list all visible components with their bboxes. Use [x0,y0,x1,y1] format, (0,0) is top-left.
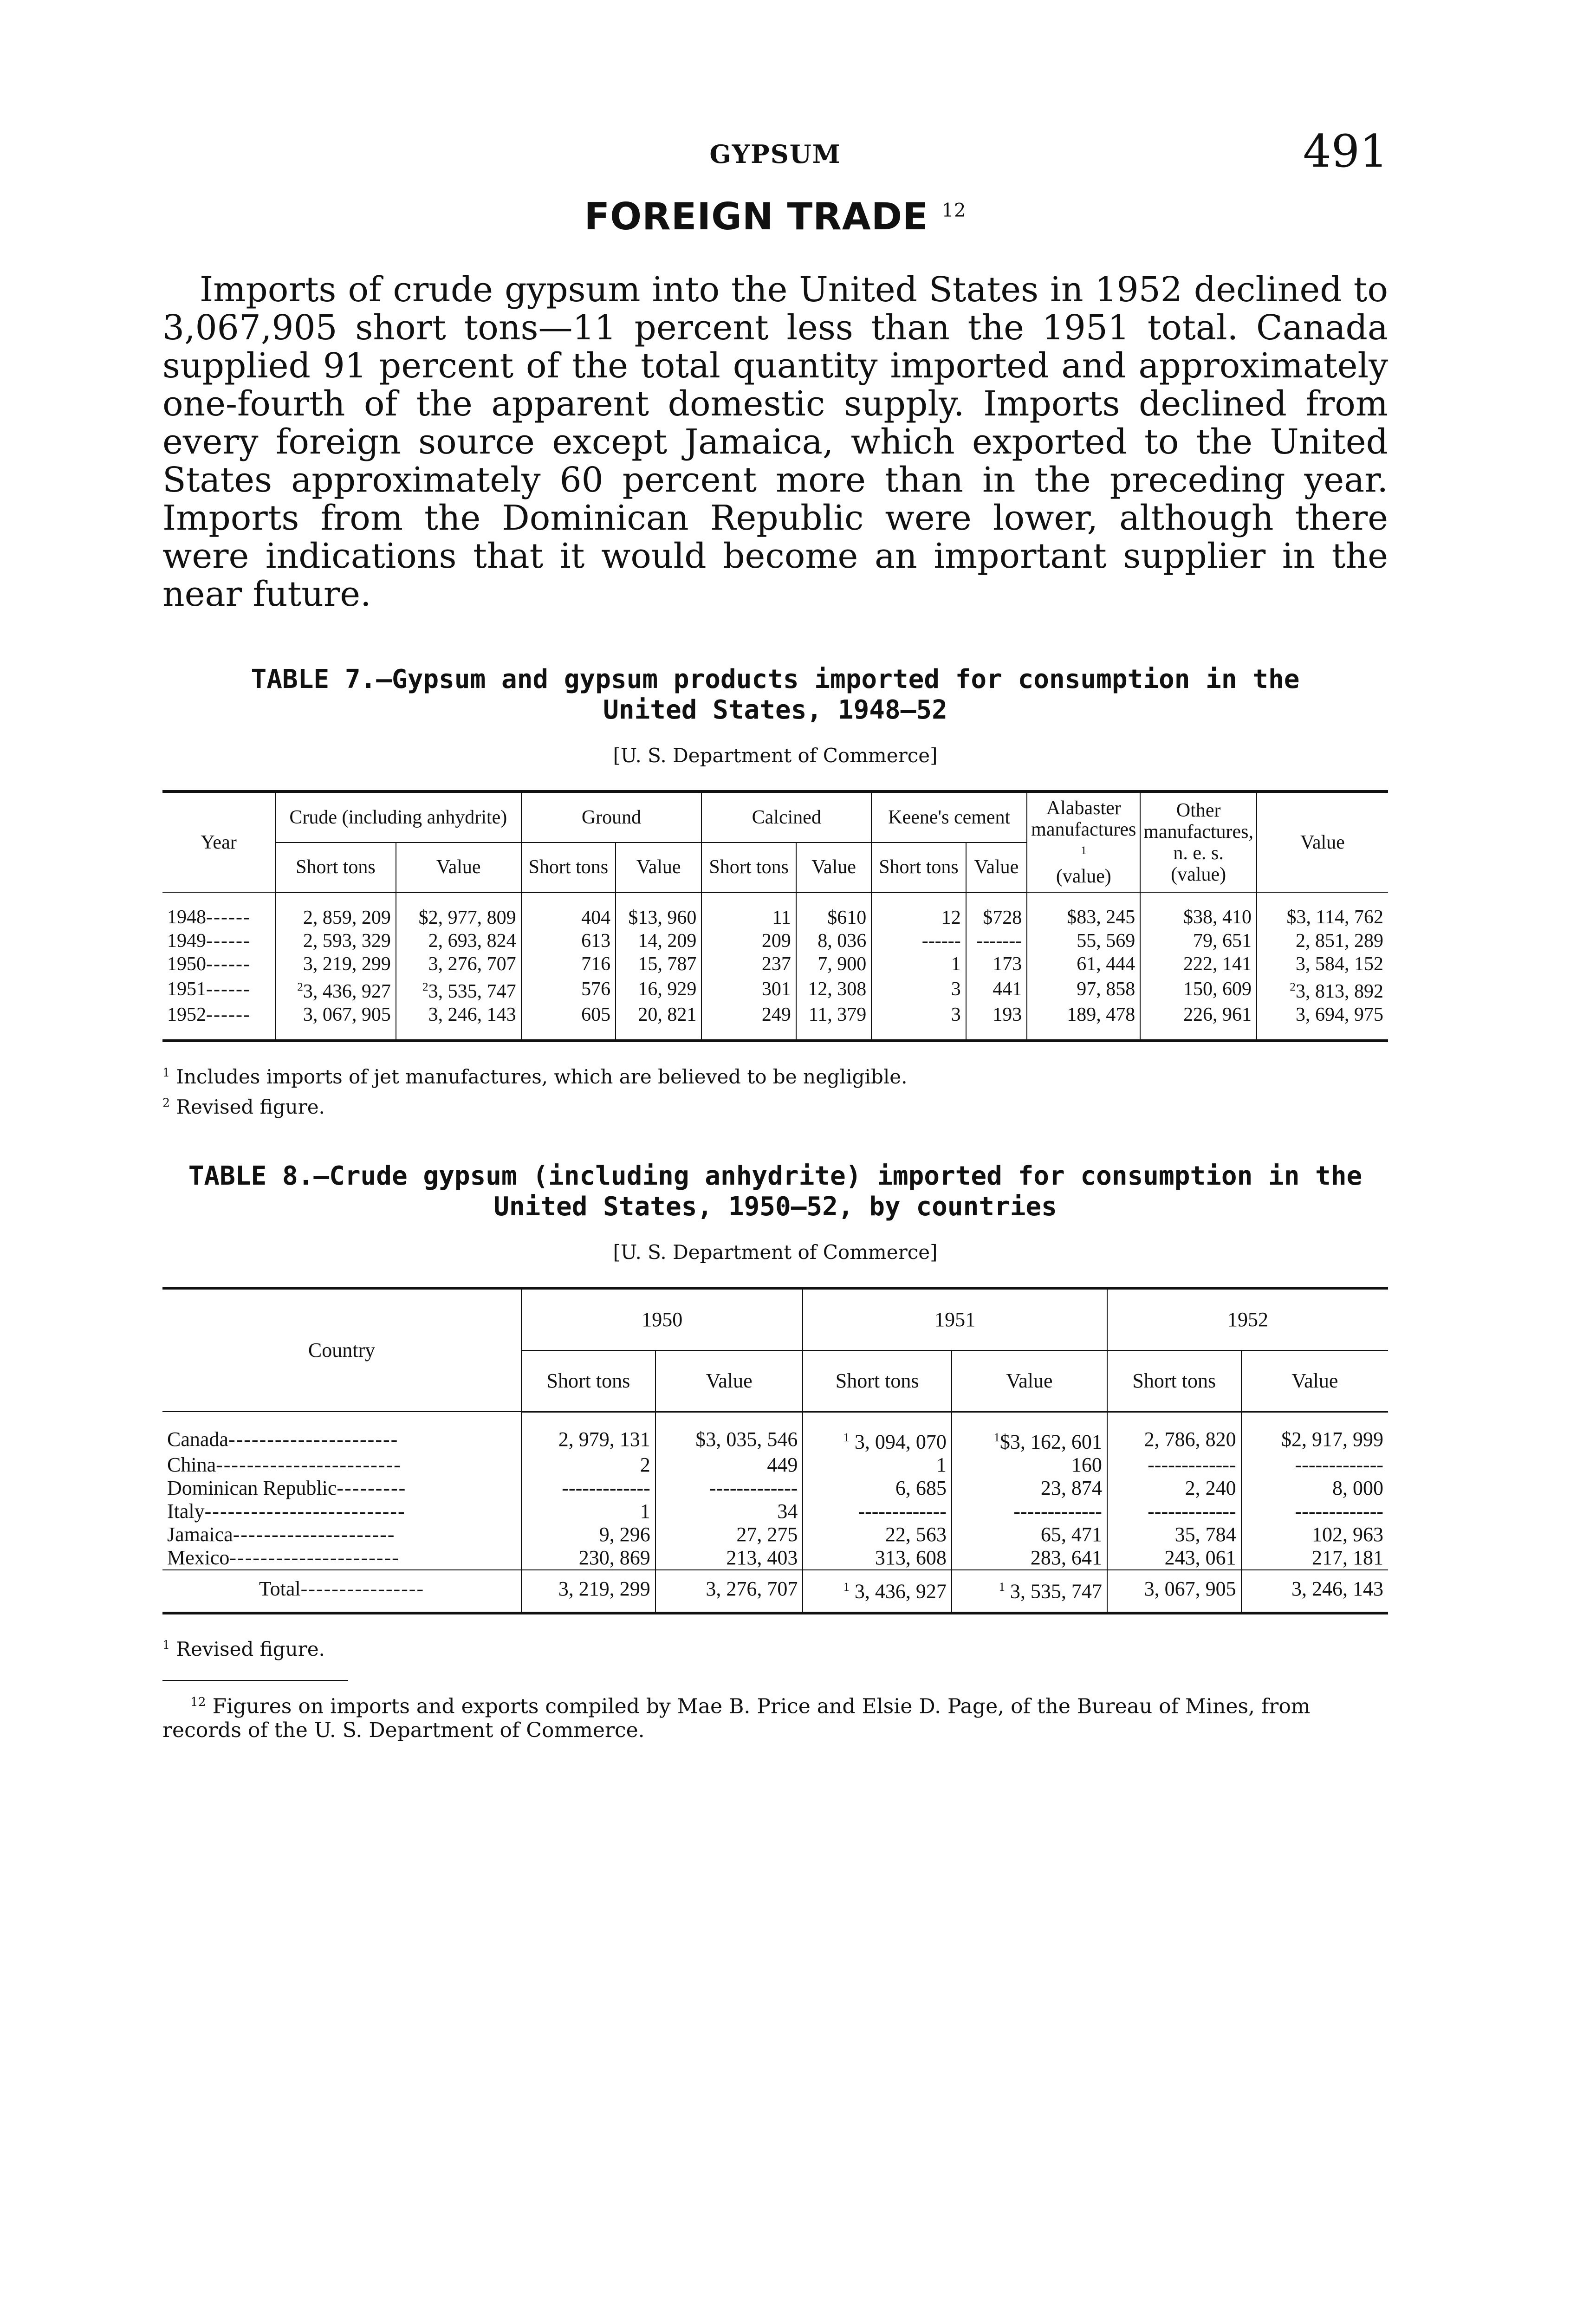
t7-header-crude-value: Value [396,843,521,892]
t8-cell: 1 [803,1453,952,1477]
t7-cell: 189, 478 [1027,1003,1140,1041]
table-row [162,892,1388,929]
t7-cell: 2, 593, 329 [275,929,396,953]
t8-header-1952: 1952 [1107,1288,1388,1350]
t7-cell: $2, 977, 809 [396,892,521,929]
t7-cell: 576 [521,976,616,1003]
t8-cell: ------------- [803,1500,952,1523]
table-row [162,1477,1388,1500]
t7-header-ground-tons: Short tons [521,843,616,892]
t8-cell: ------------- [1107,1500,1241,1523]
t8-sup: 1 [999,1580,1005,1594]
table7-source: [U. S. Department of Commerce] [613,744,938,767]
t7-cell: $728 [966,892,1027,929]
t8-cell: 34 [655,1500,803,1523]
t8-header-value-1952: Value [1241,1350,1388,1412]
table7-footnotes [162,1061,1388,1119]
t8-country: Canada---------------------- [167,1427,399,1451]
t7-cell: $38, 410 [1140,892,1257,929]
t8-country-text: Mexico [167,1546,230,1569]
t8-cell: 3, 246, 143 [1241,1570,1388,1613]
t7-header-alabaster-label: Alabaster manufactures [1031,797,1136,840]
t7-cell: 11, 379 [796,1003,871,1041]
t7-cell: 8, 036 [796,929,871,953]
t7-cell: 3 [871,1003,966,1041]
t7-year-text: 1951 [167,979,206,1000]
t8-cell: 27, 275 [655,1523,803,1546]
table7-title-line2: United States, 1948–52 [603,695,947,725]
t7-header-keenes: Keene's cement [871,791,1027,843]
t8-country-text: Italy [167,1500,205,1523]
t7-cell: 7, 900 [796,953,871,976]
t7-cell: 61, 444 [1027,953,1140,976]
t7-cell: 11 [701,892,796,929]
footnote-rule [162,1680,348,1681]
t8-value: $3, 162, 601 [999,1430,1102,1453]
t8-cell: 2, 979, 131 [521,1412,655,1453]
t8-cell: ------------- [1241,1500,1388,1523]
t8-header-value-1951: Value [952,1350,1107,1412]
running-title: GYPSUM [709,139,841,169]
footnote-text: Figures on imports and exports compiled by Mae B. Price and Elsie D. Page, of the Bureau of Mines, from records of the U. S. Department of Commerce. [162,1694,1311,1743]
t8-country: Jamaica--------------------- [167,1523,396,1546]
t7-header-other [1140,791,1257,892]
table-row [162,1453,1388,1477]
t7-cell: 237 [701,953,796,976]
t8-country: Italy-------------------------- [167,1500,406,1523]
t8-value: 3, 436, 927 [854,1580,947,1603]
footnote-text: Includes imports of jet manufactures, which are believed to be negligible. [176,1065,908,1088]
t8-cell: 3, 276, 707 [655,1570,803,1613]
table-row [162,1003,1388,1041]
t7-header-total-value: Value [1257,791,1388,892]
t7-cell: $3, 114, 762 [1257,892,1388,929]
t7-header-ground: Ground [521,791,702,843]
t7-cell: $83, 245 [1027,892,1140,929]
t8-total-label-text: Total [259,1577,301,1601]
t7-header-alabaster-value: (value) [1056,866,1111,887]
t8-header-tons-1952: Short tons [1107,1350,1241,1412]
t7-year: 1948------ [167,907,251,928]
t8-country: Mexico---------------------- [167,1546,400,1569]
t8-cell [952,1412,1107,1453]
footnote-text: Revised figure. [176,1637,325,1660]
table8-title-line2: United States, 1950–52, by countries [493,1191,1057,1222]
table8-title [162,1161,1388,1222]
t7-year-text: 1950 [167,953,206,975]
t7-cell: 12 [871,892,966,929]
t8-sup: 1 [993,1430,1000,1444]
table7-title [162,664,1388,726]
table-row [162,1500,1388,1523]
t7-cell: 3, 694, 975 [1257,1003,1388,1041]
t8-cell: 217, 181 [1241,1546,1388,1570]
t7-year: 1949------ [167,930,251,952]
t7-cell [275,976,396,1003]
t8-cell: 2 [521,1453,655,1477]
t7-cell: 613 [521,929,616,953]
table-row [162,976,1388,1003]
t8-cell: 160 [952,1453,1107,1477]
section-title-text: FOREIGN TRADE [584,195,928,238]
t8-cell: ------------- [1107,1453,1241,1477]
t8-cell: 6, 685 [803,1477,952,1500]
t8-cell: $3, 035, 546 [655,1412,803,1453]
t7-cell: 605 [521,1003,616,1041]
table-row [162,953,1388,976]
t8-cell: 2, 786, 820 [1107,1412,1241,1453]
t7-cell: ------- [966,929,1027,953]
table8-footnotes [162,1633,1388,1661]
t7-sup: 2 [297,980,303,993]
t7-cell: $610 [796,892,871,929]
t7-header-year: Year [162,791,275,892]
t8-sup: 1 [843,1580,850,1594]
t8-header-1951: 1951 [803,1288,1107,1350]
t7-year: 1951------ [167,979,251,1000]
t7-cell: 3, 246, 143 [396,1003,521,1041]
t7-cell [1257,976,1388,1003]
table-row [162,1412,1388,1453]
t8-header-country: Country [162,1288,521,1412]
t8-cell [952,1570,1107,1613]
t7-header-calcined: Calcined [701,791,871,843]
t7-cell: 79, 651 [1140,929,1257,953]
t8-cell: 313, 608 [803,1546,952,1570]
t8-country-text: Jamaica [167,1523,233,1546]
t7-cell: 2, 851, 289 [1257,929,1388,953]
t7-cell: 222, 141 [1140,953,1257,976]
t7-cell: 55, 569 [1027,929,1140,953]
t8-cell: 65, 471 [952,1523,1107,1546]
t8-cell: 230, 869 [521,1546,655,1570]
t7-cell: 3, 584, 152 [1257,953,1388,976]
t8-cell: 35, 784 [1107,1523,1241,1546]
table8-source: [U. S. Department of Commerce] [613,1240,938,1264]
footnote-mark: 2 [162,1096,170,1109]
t8-country: China------------------------ [167,1453,402,1477]
t7-cell: 3, 219, 299 [275,953,396,976]
t7-header-crude-tons: Short tons [275,843,396,892]
t7-cell: 16, 929 [616,976,701,1003]
t7-cell: 249 [701,1003,796,1041]
t8-cell: 8, 000 [1241,1477,1388,1500]
t8-cell: 243, 061 [1107,1546,1241,1570]
t7-cell: 97, 858 [1027,976,1140,1003]
t8-cell: $2, 917, 999 [1241,1412,1388,1453]
table-row [162,929,1388,953]
t7-cell: 2, 859, 209 [275,892,396,929]
table8-title-line1: TABLE 8.—Crude gypsum (including anhydrite) imported for consumption in the [188,1160,1362,1191]
page-number: 491 [1303,125,1388,177]
t8-cell: 23, 874 [952,1477,1107,1500]
t8-cell: 3, 067, 905 [1107,1570,1241,1613]
t8-cell: ------------- [1241,1453,1388,1477]
t7-header-alabaster [1027,791,1140,892]
table7-footnote-2 [162,1091,1388,1119]
t7-cell: 441 [966,976,1027,1003]
t8-country-text: Canada [167,1427,228,1451]
table7 [162,790,1388,1042]
footnote-text: Revised figure. [176,1095,325,1118]
t8-cell [803,1412,952,1453]
table-row [162,1546,1388,1570]
section-title [162,195,1388,238]
section-footnote-marker: 12 [941,200,967,221]
t7-cell: 716 [521,953,616,976]
t8-cell: 102, 963 [1241,1523,1388,1546]
t7-header-other-value: (value) [1171,863,1226,885]
t8-cell: 2, 240 [1107,1477,1241,1500]
t7-header-calcined-tons: Short tons [701,843,796,892]
t7-cell: 1 [871,953,966,976]
t8-cell: 283, 641 [952,1546,1107,1570]
t7-cell: 14, 209 [616,929,701,953]
t8-cell: ------------- [655,1477,803,1500]
t7-header-other-label: Other manufactures, n. e. s. [1143,799,1254,864]
t7-sup: 2 [422,980,428,993]
t8-cell: 3, 219, 299 [521,1570,655,1613]
footnote-mark: 12 [190,1694,206,1709]
table8 [162,1287,1388,1614]
t7-cell: ------ [871,929,966,953]
t8-header-tons-1950: Short tons [521,1350,655,1412]
t7-header-calcined-value: Value [796,843,871,892]
table7-title-line1: TABLE 7.—Gypsum and gypsum products imported for consumption in the [251,664,1300,694]
t7-cell: 404 [521,892,616,929]
t7-cell: 3, 067, 905 [275,1003,396,1041]
t7-cell: 226, 961 [1140,1003,1257,1041]
t7-header-ground-value: Value [616,843,701,892]
t7-cell: 301 [701,976,796,1003]
t7-year: 1950------ [167,953,251,975]
t7-cell [396,976,521,1003]
t7-value: 3, 535, 747 [428,980,516,1002]
t8-country: Dominican Republic--------- [167,1477,407,1500]
t7-cell: $13, 960 [616,892,701,929]
t7-year-text: 1949 [167,930,206,952]
t7-cell: 193 [966,1003,1027,1041]
table8-footnote-1 [162,1633,1388,1661]
t7-sup: 2 [1290,980,1296,993]
t7-year-text: 1948 [167,907,206,928]
t8-header-value-1950: Value [655,1350,803,1412]
t7-header-crude: Crude (including anhydrite) [275,791,521,843]
t8-cell: 1 [521,1500,655,1523]
t7-cell: 3 [871,976,966,1003]
t8-value: 3, 535, 747 [1010,1580,1102,1603]
t8-cell: 449 [655,1453,803,1477]
t7-year: 1952------ [162,1003,275,1041]
t8-country-text: Dominican Republic [167,1477,337,1500]
t8-cell: 22, 563 [803,1523,952,1546]
t7-cell: 20, 821 [616,1003,701,1041]
t8-total-label: Total---------------- [162,1570,521,1613]
running-head [162,125,1388,176]
footnote-mark: 1 [162,1065,170,1079]
table7-footnote-1 [162,1061,1388,1089]
page [162,125,1388,1743]
t7-cell: 209 [701,929,796,953]
t7-cell: 15, 787 [616,953,701,976]
t8-cell: 213, 403 [655,1546,803,1570]
t8-sup: 1 [843,1430,850,1444]
t8-cell: ------------- [521,1477,655,1500]
t7-header-keenes-value: Value [966,843,1027,892]
page-footnote [162,1690,1388,1743]
t7-header-keenes-tons: Short tons [871,843,966,892]
t7-cell: 2, 693, 824 [396,929,521,953]
t8-cell [803,1570,952,1613]
table-row-total [162,1570,1388,1613]
t7-header-alabaster-sup: 1 [1080,844,1087,857]
t7-cell: 173 [966,953,1027,976]
table-row [162,1523,1388,1546]
t8-country-text: China [167,1453,216,1477]
t7-cell: 3, 276, 707 [396,953,521,976]
t7-value: 3, 813, 892 [1296,980,1383,1002]
t7-cell: 12, 308 [796,976,871,1003]
t8-header-tons-1951: Short tons [803,1350,952,1412]
footnote-mark: 1 [162,1638,170,1652]
t8-header-1950: 1950 [521,1288,803,1350]
body-paragraph: Imports of crude gypsum into the United States in 1952 declined to 3,067,905 short tons—11 percent less than the 1951 total. Canada supplied 91 percent of the total quantity imported and approximately one-fourth of the apparent domestic supply. Imports declined from every foreign source except Jamaica, which exported to the United States approximately 60 percent more than in the preceding year. Imports from the Dominican Republic were lower, although there were indications that it would become an important supplier in the near future. [162,270,1388,614]
t8-cell: ------------- [952,1500,1107,1523]
t7-value: 3, 436, 927 [303,980,391,1002]
t7-year-text: 1952 [167,1004,206,1025]
t7-cell: 150, 609 [1140,976,1257,1003]
t8-value: 3, 094, 070 [854,1430,947,1453]
t8-cell: 9, 296 [521,1523,655,1546]
